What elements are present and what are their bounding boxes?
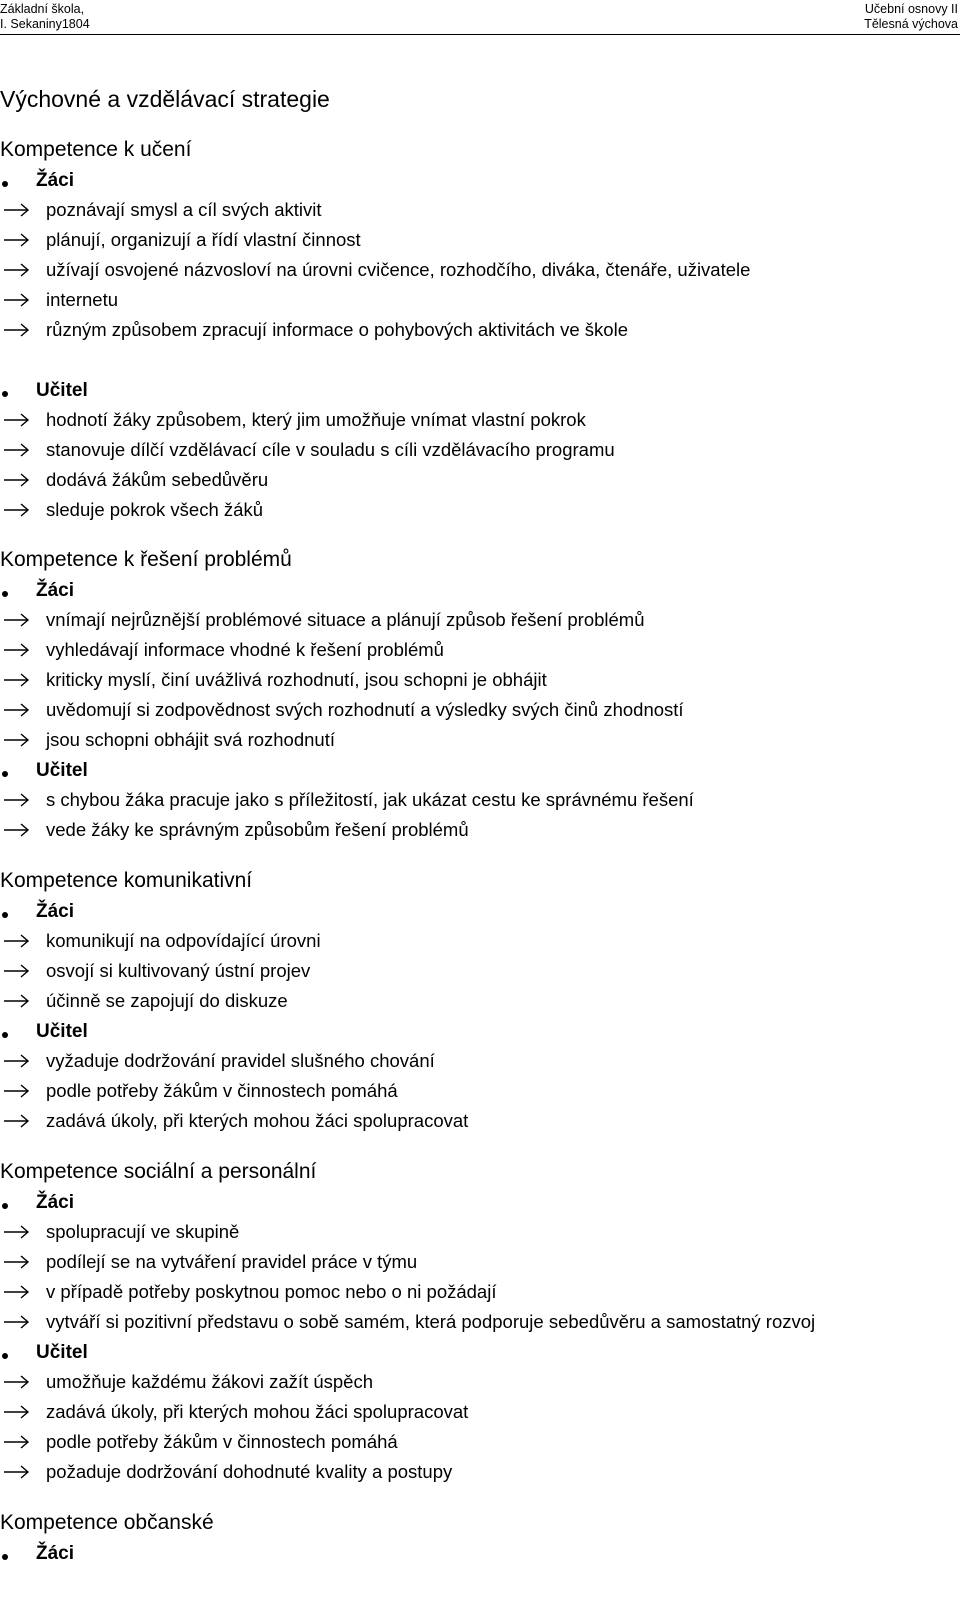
group-label-text: Učitel bbox=[36, 1021, 88, 1042]
list-item-text: různým způsobem zpracují informace o pohybových aktivitách ve škole bbox=[46, 319, 628, 340]
group-label-text: Žáci bbox=[36, 1192, 75, 1213]
bullet-icon bbox=[2, 1032, 8, 1038]
arrow-right-icon bbox=[2, 1109, 32, 1133]
arrow-right-icon bbox=[2, 608, 32, 632]
bullet-icon bbox=[2, 912, 8, 918]
header-school-address: I. Sekaniny1804 bbox=[0, 17, 90, 31]
list-item-text: plánují, organizují a řídí vlastní činnost bbox=[46, 229, 361, 250]
arrow-right-icon bbox=[2, 668, 32, 692]
section-heading: Kompetence občanské bbox=[0, 1511, 214, 1534]
list-item-text: zadává úkoly, při kterých mohou žáci spolupracovat bbox=[46, 1401, 469, 1422]
arrow-right-icon bbox=[2, 318, 32, 342]
list-item-text: vytváří si pozitivní představu o sobě samém, která podporuje sebedůvěru a samostatný rozvoj bbox=[46, 1311, 816, 1332]
group-label-text: Učitel bbox=[36, 760, 88, 781]
arrow-right-icon bbox=[2, 1460, 32, 1484]
list-item-text: užívají osvojené názvosloví na úrovni cvičence, rozhodčího, diváka, čtenáře, uživatele bbox=[46, 259, 751, 280]
list-item-text: osvojí si kultivovaný ústní projev bbox=[46, 960, 311, 981]
arrow-right-icon bbox=[2, 788, 32, 812]
arrow-right-icon bbox=[2, 1400, 32, 1424]
arrow-right-icon bbox=[2, 408, 32, 432]
page-title: Výchovné a vzdělávací strategie bbox=[0, 86, 330, 112]
arrow-right-icon bbox=[2, 1220, 32, 1244]
list-item-text: dodává žákům sebedůvěru bbox=[46, 469, 269, 490]
page-header bbox=[0, 2, 960, 36]
list-item-text: s chybou žáka pracuje jako s příležitostí, jak ukázat cestu ke správnému řešení bbox=[46, 789, 694, 810]
header-school-name: Základní škola, bbox=[0, 2, 85, 16]
list-item-text: sleduje pokrok všech žáků bbox=[46, 499, 263, 520]
list-item-text: stanovuje dílčí vzdělávací cíle v souladu s cíli vzdělávacího programu bbox=[46, 439, 615, 460]
list-item-text: podle potřeby žákům v činnostech pomáhá bbox=[46, 1431, 398, 1452]
arrow-right-icon bbox=[2, 498, 32, 522]
group-label-text: Žáci bbox=[36, 901, 75, 922]
list-item-text: jsou schopni obhájit svá rozhodnutí bbox=[46, 729, 335, 750]
arrow-right-icon bbox=[2, 1370, 32, 1394]
arrow-right-icon bbox=[2, 929, 32, 953]
arrow-right-icon bbox=[2, 989, 32, 1013]
bullet-icon bbox=[2, 1353, 8, 1359]
header-school bbox=[0, 2, 90, 32]
list-item-text: vnímají nejrůznější problémové situace a plánují způsob řešení problémů bbox=[46, 609, 645, 630]
list-item-text: hodnotí žáky způsobem, který jim umožňuje vnímat vlastní pokrok bbox=[46, 409, 586, 430]
list-item-text: požaduje dodržování dohodnuté kvality a postupy bbox=[46, 1461, 453, 1482]
header-divider bbox=[0, 34, 960, 35]
list-item-text: podle potřeby žákům v činnostech pomáhá bbox=[46, 1080, 398, 1101]
arrow-right-icon bbox=[2, 228, 32, 252]
group-label-text: Žáci bbox=[36, 580, 75, 601]
arrow-right-icon bbox=[2, 1079, 32, 1103]
group-label-text: Žáci bbox=[36, 1543, 75, 1564]
list-item-text: účinně se zapojují do diskuze bbox=[46, 990, 288, 1011]
section-heading: Kompetence komunikativní bbox=[0, 869, 253, 892]
group-label-text: Učitel bbox=[36, 380, 88, 401]
arrow-right-icon bbox=[2, 258, 32, 282]
list-item-text: v případě potřeby poskytnou pomoc nebo o ni požádají bbox=[46, 1281, 497, 1302]
arrow-right-icon bbox=[2, 1280, 32, 1304]
bullet-icon bbox=[2, 771, 8, 777]
arrow-right-icon bbox=[2, 198, 32, 222]
arrow-right-icon bbox=[2, 728, 32, 752]
section-heading: Kompetence sociální a personální bbox=[0, 1160, 317, 1183]
group-label-text: Učitel bbox=[36, 1342, 88, 1363]
list-item-text: umožňuje každému žákovi zažít úspěch bbox=[46, 1371, 374, 1392]
group-label-text: Žáci bbox=[36, 170, 75, 191]
arrow-right-icon bbox=[2, 288, 32, 312]
section-heading: Kompetence k řešení problémů bbox=[0, 548, 292, 571]
list-item-text: internetu bbox=[46, 289, 118, 310]
bullet-icon bbox=[2, 591, 8, 597]
header-curriculum: Učební osnovy II bbox=[864, 2, 958, 16]
bullet-icon bbox=[2, 181, 8, 187]
list-item-text: kriticky myslí, činí uvážlivá rozhodnutí, jsou schopni je obhájit bbox=[46, 669, 547, 690]
list-item-text: uvědomují si zodpovědnost svých rozhodnutí a výsledky svých činů zhodností bbox=[46, 699, 684, 720]
arrow-right-icon bbox=[2, 438, 32, 462]
arrow-right-icon bbox=[2, 698, 32, 722]
arrow-right-icon bbox=[2, 1430, 32, 1454]
header-subject-name: Tělesná výchova bbox=[864, 17, 958, 31]
arrow-right-icon bbox=[2, 638, 32, 662]
list-item-text: podílejí se na vytváření pravidel práce v týmu bbox=[46, 1251, 418, 1272]
list-item-text: komunikují na odpovídající úrovni bbox=[46, 930, 321, 951]
bullet-icon bbox=[2, 1203, 8, 1209]
list-item-text: vyhledávají informace vhodné k řešení problémů bbox=[46, 639, 444, 660]
list-item-text: zadává úkoly, při kterých mohou žáci spolupracovat bbox=[46, 1110, 469, 1131]
list-item-text: spolupracují ve skupině bbox=[46, 1221, 240, 1242]
arrow-right-icon bbox=[2, 818, 32, 842]
arrow-right-icon bbox=[2, 468, 32, 492]
list-item-text: vyžaduje dodržování pravidel slušného chování bbox=[46, 1050, 435, 1071]
bullet-icon bbox=[2, 391, 8, 397]
section-heading: Kompetence k učení bbox=[0, 138, 192, 161]
list-item-text: poznávají smysl a cíl svých aktivit bbox=[46, 199, 322, 220]
list-item-text: vede žáky ke správným způsobům řešení problémů bbox=[46, 819, 469, 840]
arrow-right-icon bbox=[2, 1310, 32, 1334]
arrow-right-icon bbox=[2, 959, 32, 983]
arrow-right-icon bbox=[2, 1049, 32, 1073]
bullet-icon bbox=[2, 1554, 8, 1560]
arrow-right-icon bbox=[2, 1250, 32, 1274]
header-subject bbox=[864, 2, 958, 32]
